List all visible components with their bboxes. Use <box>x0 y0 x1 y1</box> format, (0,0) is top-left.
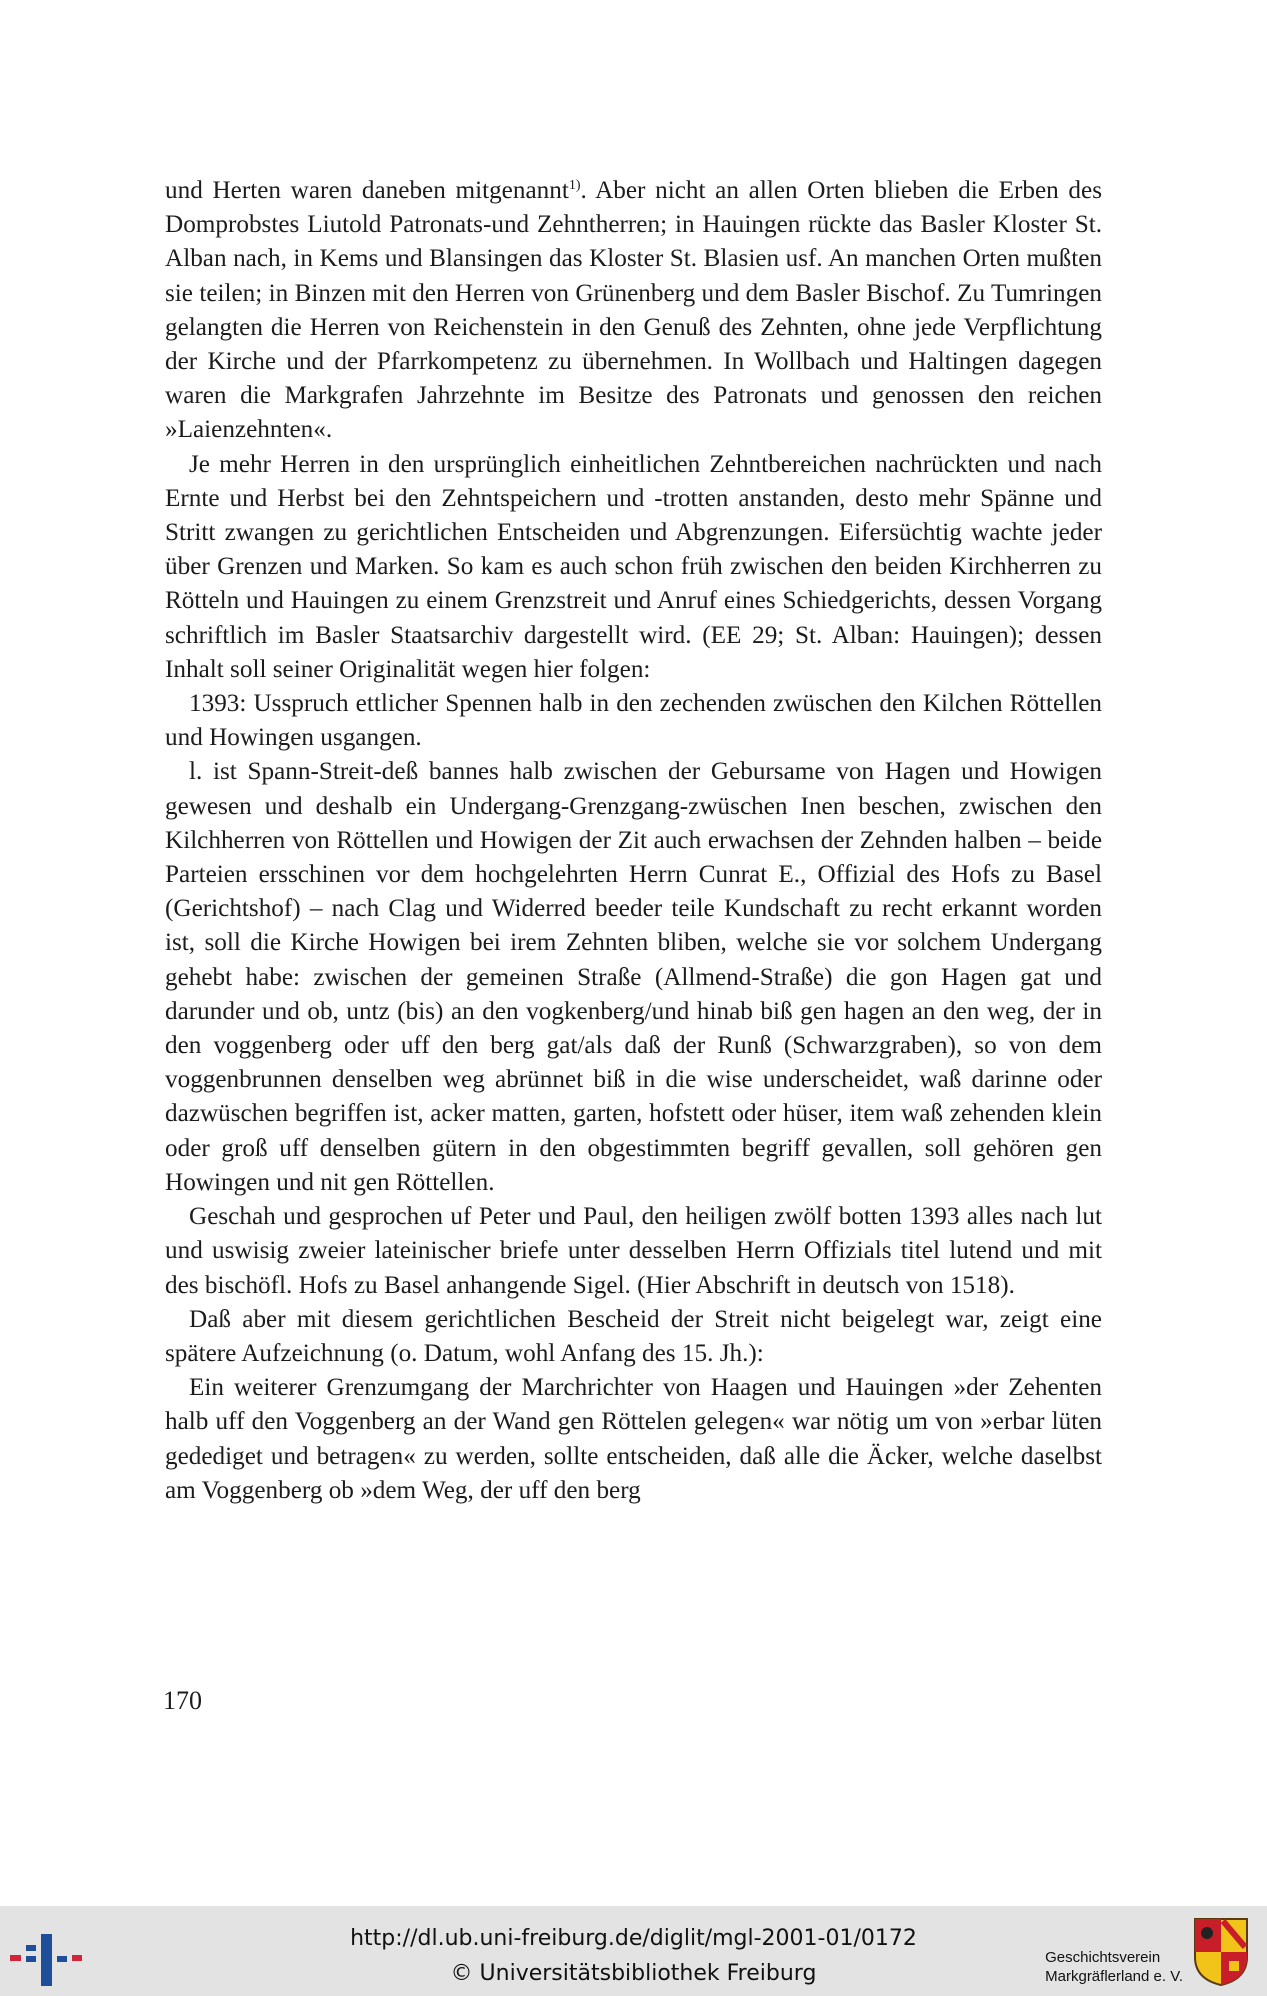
paragraph-2: Je mehr Herren in den ursprünglich einheitlichen Zehntbereichen nachrückten und nach Ernte und Herbst bei den Zehntspeichern und -trotten anstanden, desto mehr Spänne und Stritt zwangen zu gerichtlichen Entscheiden und Abgrenzungen. Eifersüchtig wachte jeder über Grenzen und Marken. So kam es auch schon früh zwischen den beiden Kirchherren zu Rötteln und Hauingen zu einem Grenzstreit und Anruf eines Schiedgerichts, dessen Vorgang schriftlich im Basler Staatsarchiv dargestellt wird. (EE 29; St. Alban: Hauingen); dessen Inhalt soll seiner Originalität wegen hier folgen: <box>165 450 1102 683</box>
paragraph-7: Ein weiterer Grenzumgang der Marchrichter von Haagen und Hauingen »der Zehenten halb uff den Voggenberg an der Wand gen Röttelen gelegen« war nötig um von »erbar lüten gedediget und betragen« zu werden, sollte entscheiden, daß alle die Äcker, welche daselbst am Voggenberg ob »dem Weg, der uff den berg <box>165 1374 1102 1504</box>
paragraph-3: 1393: Usspruch ettlicher Spennen halb in den zechenden zwüschen den Kilchen Röttellen und Howingen usgangen. <box>165 690 1102 752</box>
paragraph-4: l. ist Spann-Streit-deß bannes halb zwischen der Gebursame von Hagen und Howigen gewesen und deshalb ein Undergang-Grenzgang-zwüschen Inen beschen, zwischen den Kilchherren von Röttellen und Howigen der Zit auch erwachsen der Zehnden halben – beide Parteien ersschinen vor dem hochgelehrten Herrn Cunrat E., Offizial des Hofs zu Basel (Gerichtshof) – nach Clag und Widerred beeder teile Kundschaft zu recht erkannt worden ist, soll die Kirche Howigen bei irem Zehnten bliben, welche sie vor solchem Undergang gehebt habe: zwischen der gemeinen Straße (Allmend-Straße) die gon Hagen gat und darunder und ob, untz (bis) an den vogkenberg/und hinab biß gen hagen an den weg, der in den voggenberg oder uff den berg gat/als daß der Runß (Schwarzgraben), so von dem voggenbrunnen denselben weg abrünnet biß in die wise underscheidet, waß darinne oder dazwüschen begriffen ist, acker matten, garten, hofstett oder hüser, item waß zehenden klein oder groß uff denselben gütern in den obgestimmten begriff gevallen, soll gehören gen Howingen und nit gen Röttellen. <box>165 758 1102 1196</box>
page-body <box>165 174 1102 1508</box>
society-name-line-1: Geschichtsverein <box>1045 1949 1161 1966</box>
document-url[interactable]: http://dl.ub.uni-freiburg.de/diglit/mgl-2001-01/0172 <box>350 1926 917 1951</box>
footnote-marker[interactable]: 1) <box>568 178 581 193</box>
society-name <box>1045 1948 1183 1986</box>
coat-of-arms-icon <box>1193 1917 1249 1987</box>
paragraph-6: Daß aber mit diesem gerichtlichen Bescheid der Streit nicht beigelegt war, zeigt eine spätere Aufzeichnung (o. Datum, wohl Anfang des 15. Jh.): <box>165 1305 1102 1367</box>
page-number: 170 <box>163 1686 202 1715</box>
paragraph-1 <box>165 174 1102 448</box>
copyright-notice: © Universitätsbibliothek Freiburg <box>450 1961 817 1986</box>
paragraph-1-continuation: . Aber nicht an allen Orten blieben die Erben des Domprobstes Liutold Patronats-und Zehntherren; in Hauingen rückte das Basler Kloster St. Alban nach, in Kems und Blansingen das Kloster St. Blasien usf. An manchen Orten mußten sie teilen; in Binzen mit den Herren von Grünenberg und dem Basler Bischof. Zu Tumringen gelangten die Herren von Reichenstein in den Genuß des Zehnten, ohne jede Verpflichtung der Kirche und der Pfarrkompetenz zu übernehmen. In Wollbach und Haltingen dagegen waren die Markgrafen Jahrzehnte im Besitze des Patronats und genossen den reichen »Laienzehnten«. <box>165 177 1102 444</box>
society-name-line-2: Markgräflerland e. V. <box>1045 1968 1183 1985</box>
paragraph-1-text: und Herten waren daneben mitgenannt <box>165 177 569 204</box>
paragraph-5: Geschah und gesprochen uf Peter und Paul, den heiligen zwölf botten 1393 alles nach lut und uswisig zweier lateinischer briefe unter desselben Herrn Offizials titel lutend und mit des bischöfl. Hofs zu Basel anhangende Sigel. (Hier Abschrift in deutsch von 1518). <box>165 1203 1102 1299</box>
viewer-footer <box>0 1906 1267 1996</box>
